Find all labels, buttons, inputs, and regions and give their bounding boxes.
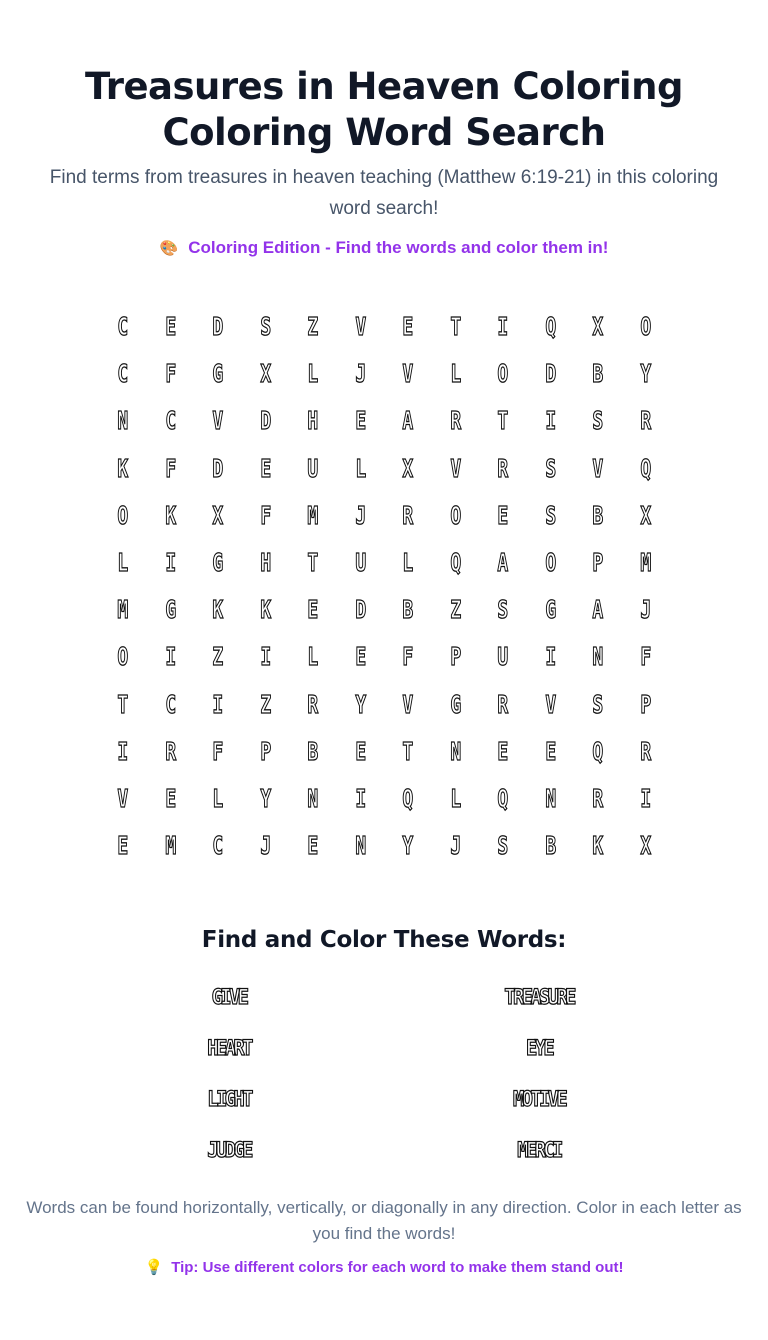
grid-cell[interactable]: I	[164, 548, 176, 578]
grid-cell[interactable]: A	[497, 548, 509, 578]
grid-cell[interactable]: N	[449, 736, 461, 766]
grid-cell[interactable]: N	[354, 831, 366, 861]
grid-cell[interactable]: B	[307, 736, 319, 766]
grid-cell[interactable]: E	[117, 831, 129, 861]
grid-cell[interactable]: X	[639, 831, 651, 861]
grid-cell[interactable]: D	[354, 595, 366, 625]
grid-cell[interactable]: G	[164, 595, 176, 625]
grid-cell[interactable]: V	[354, 312, 366, 342]
grid-cell[interactable]: E	[354, 406, 366, 436]
word-list-heading: Find and Color These Words:	[201, 927, 567, 954]
grid-cell[interactable]: F	[259, 500, 271, 530]
grid-cell[interactable]: B	[592, 359, 604, 389]
grid-cell[interactable]: S	[544, 453, 556, 483]
grid-cell[interactable]: R	[497, 453, 509, 483]
grid-cell[interactable]: O	[449, 500, 461, 530]
grid-cell[interactable]: H	[259, 548, 271, 578]
word-list-item: MOTIVE	[512, 1086, 566, 1111]
grid-cell[interactable]: O	[544, 548, 556, 578]
grid-cell[interactable]: D	[212, 453, 224, 483]
grid-cell[interactable]: E	[497, 500, 509, 530]
grid-cell[interactable]: E	[307, 831, 319, 861]
grid-cell[interactable]: C	[212, 831, 224, 861]
grid-cell[interactable]: K	[164, 500, 176, 530]
grid-cell[interactable]: V	[402, 689, 414, 719]
grid-cell[interactable]: I	[544, 406, 556, 436]
grid-cell[interactable]: T	[402, 736, 414, 766]
grid-cell[interactable]: E	[259, 453, 271, 483]
grid-cell[interactable]: H	[307, 406, 319, 436]
grid-cell[interactable]: M	[164, 831, 176, 861]
grid-cell[interactable]: Y	[354, 689, 366, 719]
grid-cell[interactable]: I	[639, 783, 651, 813]
grid-cell[interactable]: A	[402, 406, 414, 436]
grid-cell[interactable]: G	[212, 359, 224, 389]
word-list-item: TREASURE	[504, 984, 574, 1009]
grid-cell[interactable]: G	[544, 595, 556, 625]
grid-cell[interactable]: Q	[639, 453, 651, 483]
grid-cell[interactable]: L	[449, 783, 461, 813]
grid-cell[interactable]: T	[307, 548, 319, 578]
grid-cell[interactable]: L	[117, 548, 129, 578]
word-list-item: LIGHT	[207, 1086, 251, 1111]
grid-cell[interactable]: Y	[259, 783, 271, 813]
grid-cell[interactable]: E	[497, 736, 509, 766]
grid-cell[interactable]: Z	[259, 689, 271, 719]
grid-cell[interactable]: C	[117, 359, 129, 389]
grid-cell[interactable]: F	[402, 642, 414, 672]
grid-cell[interactable]: V	[212, 406, 224, 436]
grid-cell[interactable]: X	[402, 453, 414, 483]
grid-cell[interactable]: E	[544, 736, 556, 766]
grid-cell[interactable]: D	[259, 406, 271, 436]
grid-cell[interactable]: R	[402, 500, 414, 530]
grid-cell[interactable]: M	[117, 595, 129, 625]
grid-cell[interactable]: D	[212, 312, 224, 342]
grid-cell[interactable]: P	[639, 689, 651, 719]
grid-cell[interactable]: R	[307, 689, 319, 719]
grid-cell[interactable]: C	[117, 312, 129, 342]
grid-cell[interactable]: N	[592, 642, 604, 672]
grid-cell[interactable]: Y	[639, 359, 651, 389]
grid-cell[interactable]: J	[354, 359, 366, 389]
grid-cell[interactable]: V	[449, 453, 461, 483]
grid-cell[interactable]: X	[212, 500, 224, 530]
grid-cell[interactable]: Z	[449, 595, 461, 625]
grid-cell[interactable]: J	[259, 831, 271, 861]
page-subtitle: Find terms from treasures in heaven teaching (Matthew 6:19-21) in this coloring word search!	[49, 167, 719, 219]
grid-cell[interactable]: A	[592, 595, 604, 625]
grid-cell[interactable]: O	[639, 312, 651, 342]
grid-cell[interactable]: R	[164, 736, 176, 766]
grid-cell[interactable]: V	[592, 453, 604, 483]
grid-cell[interactable]: Q	[402, 783, 414, 813]
grid-cell[interactable]: K	[212, 595, 224, 625]
word-list-item: MERCI	[517, 1137, 561, 1162]
grid-cell[interactable]: X	[639, 500, 651, 530]
grid-cell[interactable]: L	[307, 642, 319, 672]
grid-cell[interactable]: J	[354, 500, 366, 530]
coloring-edition-banner	[0, 236, 768, 261]
grid-cell[interactable]: U	[307, 453, 319, 483]
word-list-item: JUDGE	[207, 1137, 251, 1162]
grid-cell[interactable]: R	[592, 783, 604, 813]
grid-cell[interactable]: B	[402, 595, 414, 625]
grid-cell[interactable]: L	[402, 548, 414, 578]
grid-cell[interactable]: J	[449, 831, 461, 861]
grid-cell[interactable]: U	[497, 642, 509, 672]
grid-cell[interactable]: M	[307, 500, 319, 530]
grid-cell[interactable]: B	[592, 500, 604, 530]
grid-cell[interactable]: U	[354, 548, 366, 578]
word-list	[74, 971, 694, 1175]
lightbulb-icon: 💡	[144, 1259, 164, 1277]
grid-cell[interactable]: F	[164, 359, 176, 389]
grid-cell[interactable]: L	[354, 453, 366, 483]
grid-cell[interactable]: Q	[544, 312, 556, 342]
grid-cell[interactable]: I	[259, 642, 271, 672]
grid-cell[interactable]: R	[497, 689, 509, 719]
grid-cell[interactable]: N	[117, 406, 129, 436]
grid-cell[interactable]: O	[117, 500, 129, 530]
grid-cell[interactable]: N	[307, 783, 319, 813]
grid-cell[interactable]: T	[117, 689, 129, 719]
grid-cell[interactable]: S	[592, 689, 604, 719]
grid-cell[interactable]: P	[449, 642, 461, 672]
grid-cell[interactable]: I	[117, 736, 129, 766]
grid-cell[interactable]: B	[544, 831, 556, 861]
grid-cell[interactable]: K	[259, 595, 271, 625]
grid-cell[interactable]: P	[259, 736, 271, 766]
grid-cell[interactable]: L	[212, 783, 224, 813]
letter-grid	[99, 303, 669, 869]
grid-cell[interactable]: F	[164, 453, 176, 483]
grid-cell[interactable]: C	[164, 689, 176, 719]
coloring-edition-text: Coloring Edition - Find the words and color them in!	[188, 238, 609, 257]
grid-cell[interactable]: C	[164, 406, 176, 436]
grid-cell[interactable]: E	[164, 312, 176, 342]
tip-text: Tip: Use different colors for each word to make them stand out!	[171, 1259, 624, 1277]
grid-cell[interactable]: G	[212, 548, 224, 578]
grid-cell[interactable]: E	[164, 783, 176, 813]
word-list-item: HEART	[207, 1035, 251, 1060]
grid-cell[interactable]: R	[639, 406, 651, 436]
grid-cell[interactable]: V	[544, 689, 556, 719]
grid-cell[interactable]: I	[544, 642, 556, 672]
grid-cell[interactable]: Y	[402, 831, 414, 861]
grid-cell[interactable]: T	[497, 406, 509, 436]
grid-cell[interactable]: L	[449, 359, 461, 389]
grid-cell[interactable]: F	[212, 736, 224, 766]
grid-cell[interactable]: X	[592, 312, 604, 342]
grid-cell[interactable]: E	[307, 595, 319, 625]
grid-cell[interactable]: M	[639, 548, 651, 578]
page-title: Treasures in Heaven Coloring Coloring Word Search	[85, 65, 683, 154]
grid-cell[interactable]: Z	[307, 312, 319, 342]
grid-cell[interactable]: O	[117, 642, 129, 672]
grid-cell[interactable]: V	[117, 783, 129, 813]
grid-cell[interactable]: D	[544, 359, 556, 389]
grid-cell[interactable]: I	[497, 312, 509, 342]
grid-cell[interactable]: I	[164, 642, 176, 672]
grid-cell[interactable]: J	[639, 595, 651, 625]
grid-cell[interactable]: Z	[212, 642, 224, 672]
grid-cell[interactable]: X	[259, 359, 271, 389]
grid-cell[interactable]: I	[212, 689, 224, 719]
grid-cell[interactable]: Q	[449, 548, 461, 578]
word-list-item: EYE	[525, 1035, 553, 1060]
grid-cell[interactable]: I	[354, 783, 366, 813]
grid-cell[interactable]: E	[354, 736, 366, 766]
grid-cell[interactable]: V	[402, 359, 414, 389]
grid-cell[interactable]: S	[259, 312, 271, 342]
grid-cell[interactable]: S	[497, 595, 509, 625]
grid-cell[interactable]: E	[354, 642, 366, 672]
grid-cell[interactable]: R	[639, 736, 651, 766]
grid-cell[interactable]: Q	[497, 783, 509, 813]
grid-cell[interactable]: E	[402, 312, 414, 342]
grid-cell[interactable]: S	[497, 831, 509, 861]
word-list-item: GIVE	[211, 984, 247, 1009]
grid-cell[interactable]: Q	[592, 736, 604, 766]
palette-icon: 🎨	[159, 240, 179, 257]
grid-cell[interactable]: P	[592, 548, 604, 578]
grid-cell[interactable]: L	[307, 359, 319, 389]
grid-cell[interactable]: K	[117, 453, 129, 483]
grid-cell[interactable]: R	[449, 406, 461, 436]
tip-banner	[0, 1257, 768, 1279]
grid-cell[interactable]: S	[544, 500, 556, 530]
grid-cell[interactable]: S	[592, 406, 604, 436]
instructions-text: Words can be found horizontally, vertically, or diagonally in any direction. Color in each letter as you find the words!	[26, 1198, 742, 1244]
grid-cell[interactable]: T	[449, 312, 461, 342]
grid-cell[interactable]: G	[449, 689, 461, 719]
grid-cell[interactable]: F	[639, 642, 651, 672]
grid-cell[interactable]: O	[497, 359, 509, 389]
grid-cell[interactable]: N	[544, 783, 556, 813]
grid-cell[interactable]: K	[592, 831, 604, 861]
